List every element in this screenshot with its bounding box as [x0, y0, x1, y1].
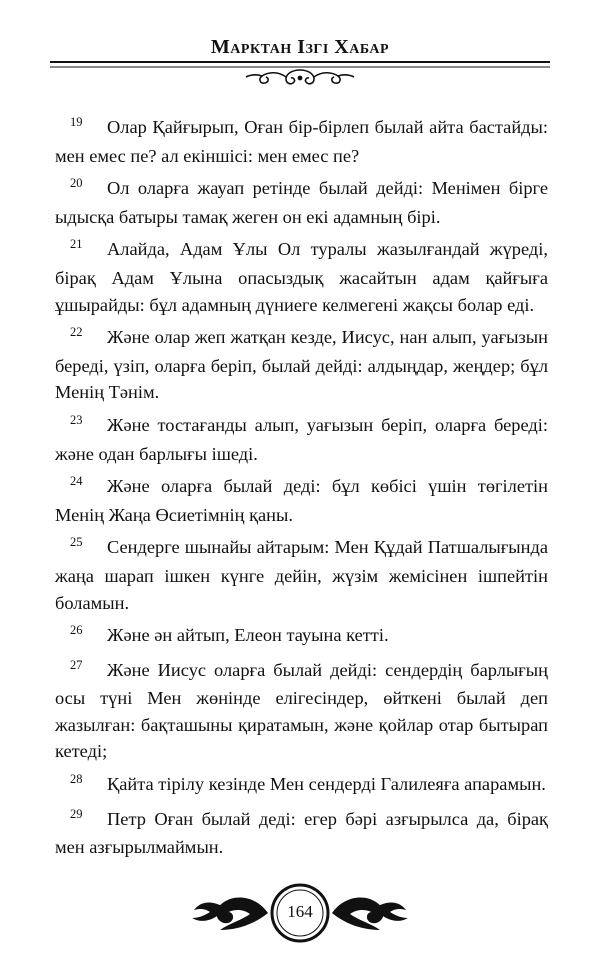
verse-number: 21	[70, 237, 83, 252]
verse-number: 25	[70, 535, 83, 550]
running-header-title: Марктан Ізгі Хабар	[210, 36, 390, 58]
header-ornamental-rule	[50, 58, 550, 88]
verse-29	[55, 806, 548, 861]
verse-text: Және Иисус оларға былай дейді: сендердің барлығың осы түні Мен жөнінде елігесіндер, өйткені былай деп жазылған: бақташыны қиратамын, және қойлар отар бытырап кетеді;	[55, 659, 548, 762]
verse-text: Сендерге шынайы айтарым: Мен Құдай Патшалығында жаңа шарап ішкен күнге дейін, жүзім жемісінен ішпейтін боламын.	[55, 537, 548, 613]
verse-text: Алайда, Адам Ұлы Ол туралы жазылғандай жүреді, бірақ Адам Ұлына опасыздық жасайтын адам қайғыға ұшырайды: бұл адамның дүниеге келмегені жақсы болар еді.	[55, 239, 548, 315]
verse-28	[55, 771, 548, 800]
verse-list	[55, 114, 548, 867]
verse-text: Және оларға былай деді: бұл көбісі үшін төгілетін Менің Жаңа Өсиетімнің қаны.	[55, 476, 548, 525]
verse-number: 24	[70, 474, 83, 489]
verse-number: 29	[70, 806, 83, 821]
verse-number: 28	[70, 772, 83, 787]
verse-text: Және тостағанды алып, уағызын беріп, оларға береді: және одан барлығы ішеді.	[55, 414, 548, 464]
verse-19	[55, 114, 548, 169]
verse-text: Және ән айтып, Елеон тауына кетті.	[107, 625, 389, 646]
verse-text: Петр Оған былай деді: егер бәрі азғырылса да, бірақ мен азғырылмаймын.	[55, 808, 548, 858]
verse-number: 23	[70, 412, 83, 427]
page-number: 164	[287, 902, 313, 921]
verse-number: 20	[70, 176, 83, 191]
verse-number: 26	[70, 623, 83, 638]
verse-22	[55, 324, 548, 406]
verse-text: Олар Қайғырып, Оған бір-бірлеп былай айта бастайды: мен емес пе? ал екіншісі: мен емес пе?	[55, 117, 548, 166]
verse-number: 19	[70, 115, 83, 129]
verse-text: Ол оларға жауап ретінде былай дейді: Менімен бірге ыдысқа батыры тамақ жеген он екі адамның бірі.	[55, 178, 548, 227]
verse-23	[55, 412, 548, 467]
verse-number: 22	[70, 325, 83, 340]
verse-21	[55, 236, 548, 318]
verse-26	[55, 622, 548, 651]
verse-text: Және олар жеп жатқан кезде, Иисус, нан алып, уағызын береді, үзіп, оларға беріп, былай дейді: алдыңдар, жеңдер; бұл Менің Тәнім.	[55, 327, 548, 403]
verse-24	[55, 473, 548, 528]
verse-20	[55, 175, 548, 230]
verse-number: 27	[70, 657, 83, 672]
verse-27	[55, 657, 548, 765]
verse-text: Қайта тірілу кезінде Мен сендерді Галилеяға апарамын.	[107, 774, 546, 795]
verse-25	[55, 534, 548, 616]
